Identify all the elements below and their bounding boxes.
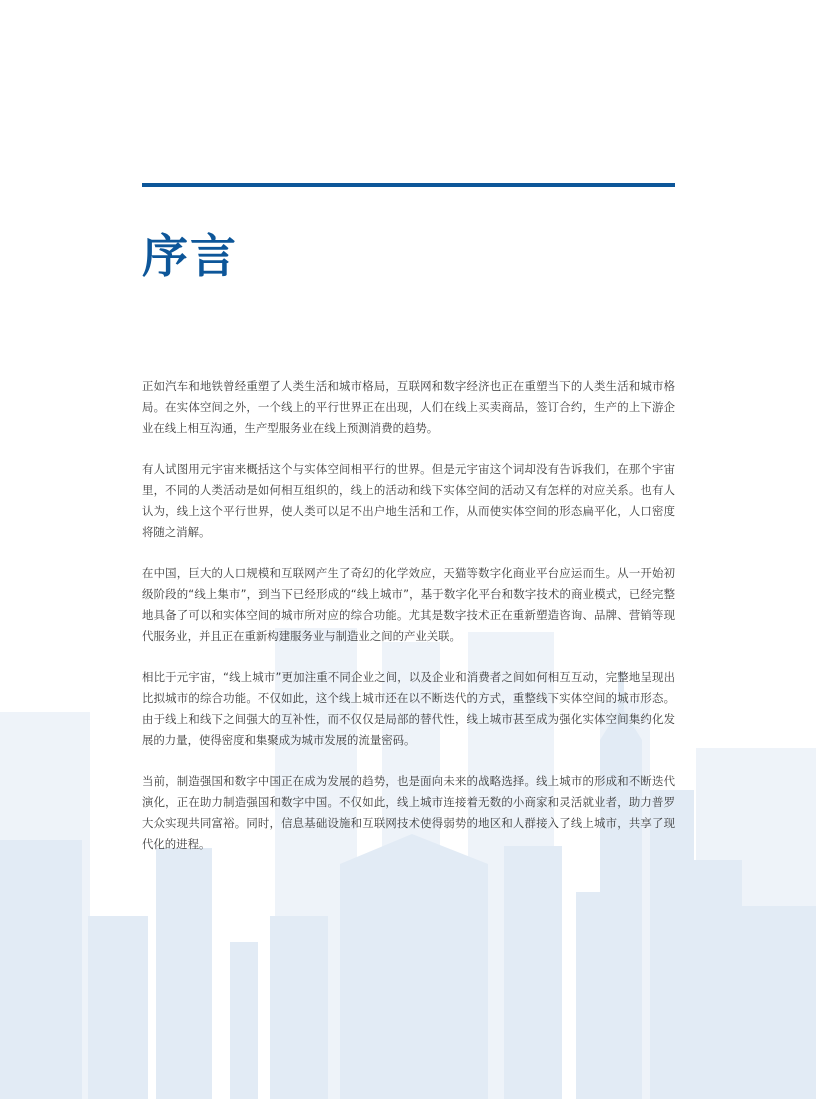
skyline-building [686,860,742,1099]
skyline-building [230,942,258,1099]
preface-body [142,376,675,875]
skyline-building [504,846,562,1099]
paragraph: 正如汽车和地铁曾经重塑了人类生活和城市格局，互联网和数字经济也正在重塑当下的人类生活和城市格局。在实体空间之外，一个线上的平行世界正在出现，人们在线上买卖商品，签订合约，生产的上下游企业在线上相互沟通，生产型服务业在线上预测消费的趋势。 [142,379,675,435]
paragraph: 相比于元宇宙，“线上城市”更加注重不同企业之间，以及企业和消费者之间如何相互互动，完整地呈现出比拟城市的综合功能。不仅如此，这个线上城市还在以不断迭代的方式，重整线下实体空间的城市形态。由于线上和线下之间强大的互补性，而不仅仅是局部的替代性，线上城市甚至成为强化实体空间集约化发展的力量，使得密度和集聚成为城市发展的流量密码。 [142,670,675,747]
skyline-building [0,840,82,1099]
page-title: 序言 [142,229,238,283]
skyline-building [742,906,816,1099]
skyline-building [576,892,610,1099]
paragraph: 有人试图用元宇宙来概括这个与实体空间相平行的世界。但是元宇宙这个词却没有告诉我们，在那个宇宙里，不同的人类活动是如何相互组织的，线上的活动和线下实体空间的活动又有怎样的对应关系。也有人认为，线上这个平行世界，使人类可以足不出户地生活和工作，从而使实体空间的形态扁平化，人口密度将随之消解。 [142,462,675,539]
top-rule [142,183,675,187]
paragraph: 当前，制造强国和数字中国正在成为发展的趋势，也是面向未来的战略选择。线上城市的形成和不断迭代演化，正在助力制造强国和数字中国。不仅如此，线上城市连接着无数的小商家和灵活就业者，助力普罗大众实现共同富裕。同时，信息基础设施和互联网技术使得弱势的地区和人群接入了线上城市，共享了现代化的进程。 [142,774,675,851]
skyline-building [88,916,148,1099]
skyline-building [270,916,328,1099]
paragraph: 在中国，巨大的人口规模和互联网产生了奇幻的化学效应，天猫等数字化商业平台应运而生。从一开始初级阶段的“线上集市”，到当下已经形成的“线上城市”，基于数字化平台和数字技术的商业模式，已经完整地具备了可以和实体空间的城市所对应的综合功能。尤其是数字技术正在重新塑造咨询、品牌、营销等现代服务业，并且正在重新构建服务业与制造业之间的产业关联。 [142,566,675,643]
skyline-building [156,848,212,1099]
